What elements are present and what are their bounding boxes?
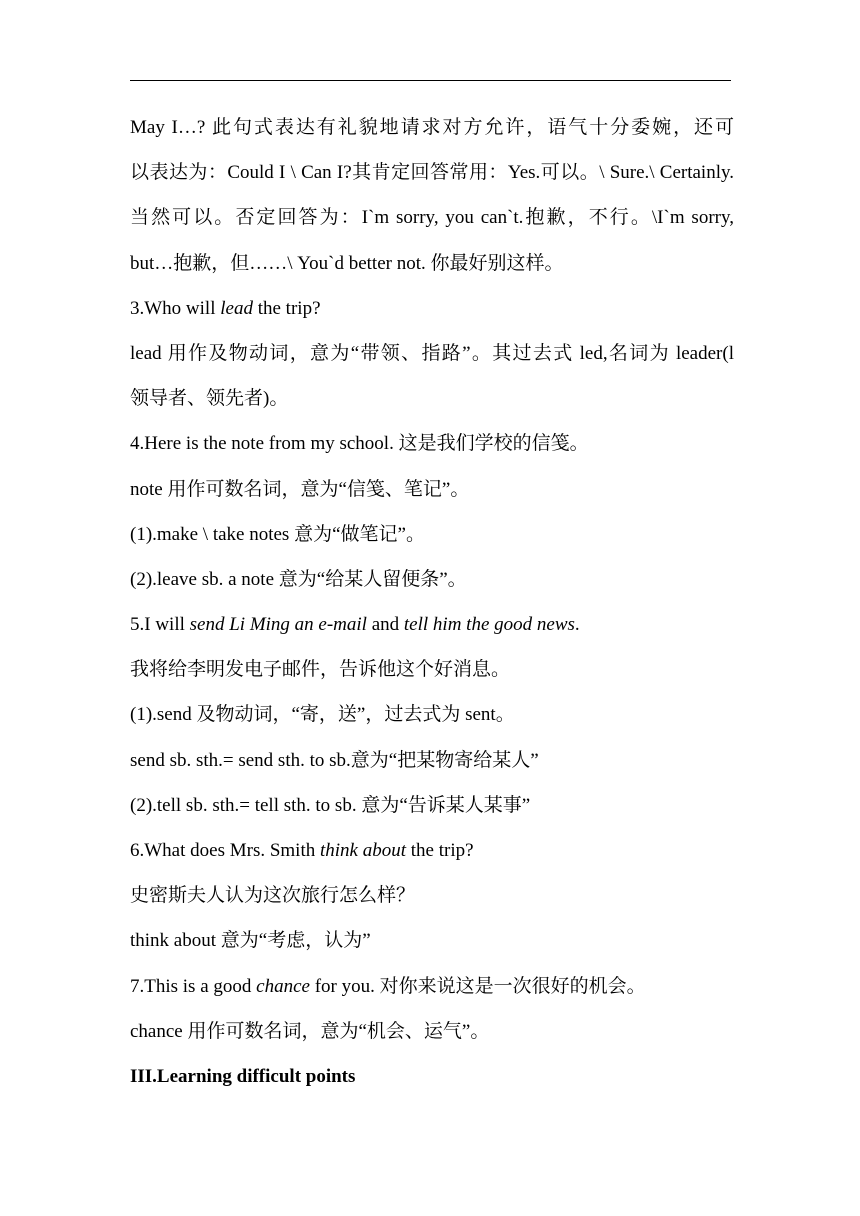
text-span: 7.This is a good — [130, 975, 257, 997]
text-line: (1).make \ take notes 意为“做笔记”。 — [130, 523, 425, 545]
header-rule — [130, 80, 731, 81]
text-line: chance 用作可数名词，意为“机会、运气”。 — [130, 1020, 490, 1042]
text-line: 领导者、领先者)。 — [130, 388, 289, 410]
text-line: think about 意为“考虑，认为” — [130, 930, 371, 952]
text-line: 我将给李明发电子邮件，告诉他这个好消息。 — [130, 659, 511, 681]
text-line: May I…? 此句式表达有礼貌地请求对方允许，语气十分委婉，还可 — [130, 117, 734, 138]
text-span: 6.What does Mrs. Smith — [130, 840, 320, 861]
text-line: 史密斯夫人认为这次旅行怎么样？ — [130, 885, 416, 907]
text-line: send sb. sth.= send sth. to sb.意为“把某物寄给某人” — [130, 749, 539, 771]
document-body — [130, 108, 734, 1102]
key-phrase: send Li Ming an e-mail — [189, 614, 367, 636]
text-line: (2).tell sb. sth.= tell sth. to sb. 意为“告诉某人某事” — [130, 794, 531, 816]
text-span: . — [574, 614, 580, 636]
text-line: lead 用作及物动词，意为“带领、指路”。其过去式 led,名词为 leader(l — [130, 342, 734, 364]
key-phrase: tell him the good news — [403, 614, 575, 636]
text-span: the trip? — [406, 840, 474, 861]
text-span: the trip? — [252, 297, 321, 319]
key-word: lead — [220, 297, 253, 319]
text-span: and — [366, 614, 404, 636]
text-span: for you. 对你来说这是一次很好的机会。 — [309, 975, 646, 997]
text-span: 5.I will — [130, 614, 190, 636]
text-line: (1).send 及物动词，“寄，送”，过去式为 sent。 — [130, 704, 515, 726]
section-heading: III.Learning difficult points — [130, 1065, 356, 1087]
key-word: chance — [256, 975, 310, 997]
text-line: (2).leave sb. a note 意为“给某人留便条”。 — [130, 568, 467, 590]
text-line: note 用作可数名词，意为“信笺、笔记”。 — [130, 478, 470, 500]
text-line: 以表达为：Could I \ Can I?其肯定回答常用：Yes.可以。\ Sure.\ Certainly. — [130, 162, 734, 184]
point-6-heading — [130, 831, 734, 876]
key-phrase: think about — [320, 840, 407, 861]
text-line: 当然可以。否定回答为：I`m sorry, you can`t.抱歉，不行。\I`m sorry, — [130, 207, 734, 229]
point-7-heading — [130, 967, 734, 1012]
text-span: 3.Who will — [130, 297, 221, 319]
point-5-heading — [130, 605, 734, 650]
text-line: but…抱歉，但……\ You`d better not. 你最好别这样。 — [130, 252, 564, 274]
point-3-heading — [130, 289, 734, 334]
point-4-heading: 4.Here is the note from my school. 这是我们学校的信笺。 — [130, 433, 589, 455]
